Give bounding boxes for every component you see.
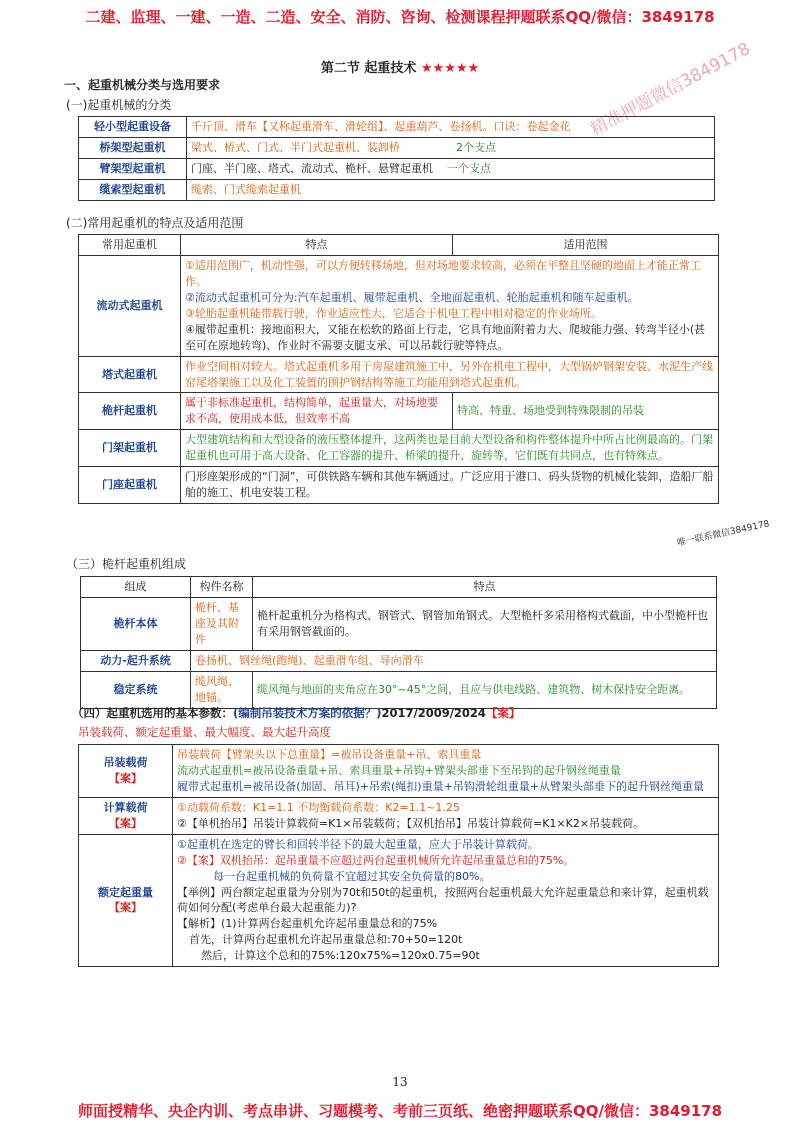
crane-desc: 门形座架形成的“门洞”，可供铁路车辆和其他车辆通过。广泛应用于港口、码头货物的机械化装卸，造船厂船舶的施工、机电安装工程。 — [181, 467, 719, 504]
class-name: 缆索型起重机 — [79, 179, 187, 200]
column-header: 常用起重机 — [79, 235, 181, 256]
case-tag: 【案】 — [109, 816, 142, 830]
crane-feature: 属于非标准起重机，结构简单，起重量大，对场地要求不高，使用成本低，但效率不高 — [181, 393, 453, 430]
classification-table — [78, 116, 715, 201]
case-tag: 【案】 — [109, 771, 142, 785]
param-analysis: 【解析】(1)计算两台起重机允许起吊重量总和的75% — [177, 917, 438, 931]
case-tag: 【案】 — [109, 901, 142, 915]
class-name: 桥架型起重机 — [79, 137, 187, 158]
table-row — [79, 158, 715, 179]
param-name-cell — [79, 834, 173, 967]
star-rating: ★★★★★ — [420, 61, 480, 76]
table-row — [79, 137, 715, 158]
watermark-main: 精准押题微信3849178 — [587, 38, 754, 141]
crane-scope: 特高、特重、场地受到特殊限制的吊装 — [453, 393, 719, 430]
crane-desc: ①适用范围广，机动性强，可以方便转移场地，但对场地要求较高，必须在平整且坚硬的地面上才能正常工作。 — [185, 258, 701, 288]
column-header: 特点 — [253, 577, 717, 598]
class-note: 2个支点 — [456, 140, 496, 154]
crane-desc: ②流动式起重机可分为:汽车起重机、履带起重机、全地面起重机、轮胎起重机和随车起重机。 — [185, 290, 639, 304]
param-desc: 每一台起重机械的负荷量不宜超过其安全负荷量的80%。 — [213, 869, 491, 883]
param-name: 吊装载荷 — [103, 755, 148, 769]
class-content: 缆索、门式缆索起重机 — [187, 179, 715, 200]
param-desc: ②【案】双机抬吊：起吊重量不应超过两台起重机械所允许起吊重量总和的75%。 — [177, 853, 575, 867]
class-content: 千斤顶、滑车【又称起重滑车、滑轮组】、起重葫芦、卷扬机。口诀：卷起金花 — [187, 117, 715, 138]
column-header: 组成 — [81, 577, 191, 598]
subheading-common: (二)常用起重机的特点及适用范围 — [66, 216, 244, 230]
subheading-classification: (一)起重机械的分类 — [66, 98, 172, 112]
table-row — [79, 745, 719, 798]
param-name: 额定起重量 — [98, 885, 153, 899]
class-content-cell — [187, 137, 715, 158]
crane-name: 流动式起重机 — [79, 255, 181, 356]
params-question: (编制吊装技术方案的依据？) — [233, 706, 382, 720]
param-desc-cell — [173, 797, 719, 834]
class-content: 门座、半门座、塔式、流动式、桅杆、悬臂起重机 — [191, 161, 433, 175]
class-content: 梁式、桥式、门式、半门式起重机、装卸桥 — [191, 140, 400, 154]
mast-parts: 桅杆、基座及其附件 — [191, 597, 253, 650]
column-header: 构件名称 — [191, 577, 253, 598]
mast-feature: 缆风绳与地面的夹角应在30°~45°之间，且应与供电线路、建筑物、树木保持安全距离。 — [253, 671, 717, 708]
table-row — [79, 467, 719, 504]
param-desc: 流动式起重机=被吊设备重量+吊、索具重量+吊钩+臂架头部垂下至吊钩的起升钢丝绳重量 — [177, 763, 621, 777]
crane-desc: 大型建筑结构和大型设备的液压整体提升，这两类也是目前大型设备和构件整体提升中所占比例最高的。门架起重机也可用于高大设备、化工容器的提升、桥梁的提升、旋转等，它们既有共同点，也有特殊点。 — [181, 430, 719, 467]
mast-group: 动力-起升系统 — [81, 650, 191, 671]
table-row — [79, 179, 715, 200]
bottom-banner: 师面授精华、央企内训、考点串讲、习题模考、考前三页纸、绝密押题联系QQ/微信：3849178 — [77, 1102, 723, 1120]
table-row — [79, 834, 719, 967]
param-name: 计算载荷 — [103, 800, 148, 814]
crane-name: 门架起重机 — [79, 430, 181, 467]
table-row — [81, 650, 717, 671]
crane-name: 塔式起重机 — [79, 356, 181, 393]
param-desc: 吊装载荷【臂架头以下总重量】=被吊设备重量+吊、索具重量 — [177, 748, 482, 761]
crane-name: 门座起重机 — [79, 467, 181, 504]
page-number: 13 — [392, 1075, 408, 1089]
table-row — [79, 393, 719, 430]
table-row — [79, 356, 719, 393]
table-row — [79, 255, 719, 356]
param-name-cell — [79, 797, 173, 834]
column-header: 特点 — [181, 235, 453, 256]
param-step: 然后，计算这个总和的75%:120x75%=120x0.75=90t — [201, 949, 480, 963]
mast-composition-table — [80, 576, 717, 709]
params-list: 吊装载荷、额定起重量、最大幅度、最大起升高度 — [78, 725, 331, 739]
table-header-row — [79, 235, 719, 256]
crane-desc: 作业空间相对较大。塔式起重机多用于房屋建筑施工中，另外在机电工程中，大型锅炉钢架安装、水泥生产线窑尾塔架施工以及化工装置的围护钢结构等施工均能用到塔式起重机。 — [181, 356, 719, 393]
class-note: 一个支点 — [447, 161, 491, 175]
section-title-text: 第二节 起重技术 — [320, 61, 417, 76]
parameters-table — [78, 744, 719, 967]
top-banner: 二建、监理、一建、一造、二造、安全、消防、咨询、检测课程押题联系QQ/微信：3849178 — [85, 8, 715, 26]
param-step: 首先，计算两台起重机允许起吊重量总和:70+50=120t — [189, 933, 463, 947]
class-content-cell — [187, 158, 715, 179]
section-title — [0, 57, 800, 76]
param-desc: ②【单机抬吊】吊装计算载荷=K1×吊装载荷；【双机抬吊】吊装计算载荷=K1×K2×吊装载荷。 — [177, 816, 645, 830]
mast-group: 桅杆本体 — [81, 597, 191, 650]
param-desc: ①起重机在选定的臂长和回转半径下的最大起重量，应大于吊装计算载荷。 — [177, 837, 539, 851]
crane-desc: ③轮胎起重机能带载行驶，作业适应性大，它适合于机电工程中相对稳定的作业场所。 — [185, 306, 602, 320]
crane-name: 桅杆起重机 — [79, 393, 181, 430]
params-tag: 【案】 — [485, 706, 521, 720]
params-heading-text: （四）起重机选用的基本参数： — [72, 706, 233, 720]
param-desc: ①动载荷系数：K1=1.1 不均衡载荷系数：K2=1.1~1.25 — [177, 800, 460, 814]
column-header: 适用范围 — [453, 235, 719, 256]
mast-feature: 桅杆起重机分为格构式、钢管式、钢管加角钢式。大型桅杆多采用格构式截面，中小型桅杆也有采用钢管截面的。 — [253, 597, 717, 650]
mast-parts: 卷扬机、钢丝绳(跑绳)、起重滑车组、导向滑车 — [191, 650, 717, 671]
param-name-cell — [79, 745, 173, 798]
table-row — [79, 797, 719, 834]
mast-group: 稳定系统 — [81, 671, 191, 708]
common-cranes-table — [78, 234, 719, 504]
class-name: 轻小型起重设备 — [79, 117, 187, 138]
subheading-mast: （三）桅杆起重机组成 — [66, 557, 187, 571]
mast-parts: 缆风绳、地锚。 — [191, 671, 253, 708]
class-name: 臂架型起重机 — [79, 158, 187, 179]
heading-1: 一、起重机械分类与选用要求 — [64, 78, 221, 92]
watermark-small: 唯一联系微信3849178 — [676, 519, 771, 549]
param-example: 【举例】两台额定起重量为分别为70t和50t的起重机，按照两台起重机最大允许起重量总和来计算，起重机载荷如何分配(考虑单台最大起重能力)? — [177, 885, 709, 915]
params-heading — [72, 705, 520, 721]
table-header-row — [81, 577, 717, 598]
table-row — [81, 671, 717, 708]
crane-desc: ④履带起重机：接地面积大，又能在松软的路面上行走，它具有地面附着力大、爬坡能力强、转弯半径小(甚至可在原地转弯)、作业时不需要支腿支承、可以吊载行驶等特点。 — [185, 322, 706, 352]
param-desc: 履带式起重机=被吊设备(加固、吊耳)+吊索(绳扣)重量+吊钩滑轮组重量+从臂架头部垂下的起升钢丝绳重量 — [177, 779, 705, 793]
crane-desc-cell — [181, 255, 719, 356]
param-desc-cell — [173, 745, 719, 798]
table-row — [79, 117, 715, 138]
table-row — [79, 430, 719, 467]
table-row — [81, 597, 717, 650]
params-years: 2017/2009/2024 — [381, 706, 486, 720]
param-desc-cell — [173, 834, 719, 967]
